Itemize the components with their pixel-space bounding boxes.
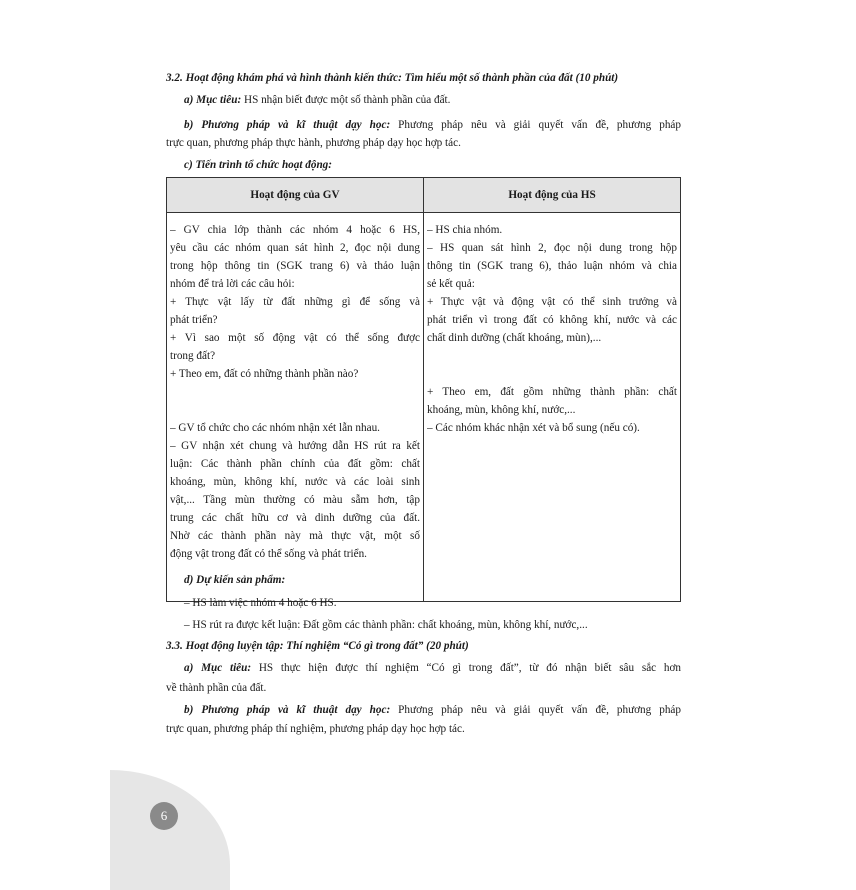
- gv-line: trung các chất hữu cơ và dinh dưỡng của đất.: [170, 512, 420, 524]
- section-32-methods: [184, 116, 681, 134]
- gv-line-blank: [170, 383, 420, 401]
- section-33-objective-cont: về thành phần của đất.: [166, 682, 267, 694]
- section-33-objective: [184, 659, 681, 677]
- gv-line: phát triển?: [170, 314, 218, 326]
- hs-line: chất dinh dưỡng (chất khoáng, mùn),...: [427, 332, 602, 344]
- section-32-objective: [184, 91, 450, 109]
- activity-table: [166, 177, 681, 602]
- hs-line: – Các nhóm khác nhận xét và bổ sung (nếu có).: [427, 422, 640, 434]
- header-hs: Hoạt động của HS: [424, 178, 681, 213]
- hs-line: – HS quan sát hình 2, đọc nội dung trong hộp: [427, 242, 677, 254]
- hs-line: sẻ kết quả:: [427, 278, 475, 290]
- gv-spacer: [170, 401, 420, 419]
- gv-line: – GV nhận xét chung và hướng dẫn HS rút ra kết: [170, 440, 420, 452]
- gv-cell: [167, 213, 424, 602]
- hs-line: + Thực vật và động vật có thể sinh trưởng và: [427, 296, 677, 308]
- section-33-methods: [184, 701, 681, 719]
- objective-text: HS nhận biết được một số thành phần của đất.: [241, 94, 451, 106]
- gv-line: vật,... Tầng mùn thường có màu sẫm hơn, tập: [170, 494, 420, 506]
- hs-line: – HS chia nhóm.: [427, 224, 503, 236]
- gv-line: trong đất?: [170, 350, 216, 362]
- objective-text-1: HS thực hiện được thí nghiệm “Có gì trong đất”, từ đó nhận biết sâu sắc hơn: [251, 662, 681, 674]
- gv-line: + Thực vật lấy từ đất những gì để sống và: [170, 296, 420, 308]
- gv-line: – GV tổ chức cho các nhóm nhận xét lẫn nhau.: [170, 422, 380, 434]
- expected-product-item: – HS làm việc nhóm 4 hoặc 6 HS.: [184, 597, 337, 609]
- header-gv: Hoạt động của GV: [167, 178, 424, 213]
- section-32-methods-cont: trực quan, phương pháp thực hành, phương pháp dạy học hợp tác.: [166, 137, 461, 149]
- table-header-row: [167, 178, 681, 213]
- gv-line: yêu cầu các nhóm quan sát hình 2, đọc nội dung: [170, 242, 420, 254]
- methods-text-1: Phương pháp nêu và giải quyết vấn đề, phương pháp: [390, 704, 681, 716]
- hs-line: thông tin (SGK trang 6), thảo luận nhóm và chia: [427, 260, 677, 272]
- gv-line: luận: Các thành phần chính của đất gồm: chất: [170, 458, 420, 470]
- section-32-heading: 3.2. Hoạt động khám phá và hình thành kiến thức: Tìm hiểu một số thành phần của đất (10 phút): [166, 72, 619, 84]
- hs-line: phát triển vì trong đất có không khí, nước và các: [427, 314, 677, 326]
- page-corner-decoration: [110, 770, 230, 890]
- gv-line: động vật trong đất có thể sống và phát triển.: [170, 548, 367, 560]
- methods-text-1: Phương pháp nêu và giải quyết vấn đề, phương pháp: [390, 119, 681, 131]
- gv-line: trong hộp thông tin (SGK trang 6) và thảo luận: [170, 260, 420, 272]
- methods-label: b) Phương pháp và kĩ thuật dạy học:: [184, 119, 391, 131]
- expected-products-label: d) Dự kiến sản phẩm:: [184, 574, 286, 586]
- section-32-process-label: c) Tiến trình tổ chức hoạt động:: [184, 159, 333, 171]
- methods-label: b) Phương pháp và kĩ thuật dạy học:: [184, 704, 391, 716]
- gv-line: + Theo em, đất có những thành phần nào?: [170, 368, 359, 380]
- gv-line: + Vì sao một số động vật có thể sống được: [170, 332, 420, 344]
- hs-line-blank: [427, 347, 677, 365]
- hs-cell: [424, 213, 681, 602]
- hs-line: + Theo em, đất gồm những thành phần: chất: [427, 386, 677, 398]
- hs-spacer: [427, 365, 677, 383]
- hs-line: khoáng, mùn, không khí, nước,...: [427, 404, 576, 416]
- expected-product-item: – HS rút ra được kết luận: Đất gồm các thành phần: chất khoáng, mùn, không khí, nước,...: [184, 619, 588, 631]
- gv-line: – GV chia lớp thành các nhóm 4 hoặc 6 HS,: [170, 224, 420, 236]
- section-33-methods-cont: trực quan, phương pháp thí nghiệm, phương pháp dạy học hợp tác.: [166, 723, 465, 735]
- section-33-heading: 3.3. Hoạt động luyện tập: Thí nghiệm “Có gì trong đất” (20 phút): [166, 640, 469, 652]
- objective-label: a) Mục tiêu:: [184, 94, 242, 106]
- page-number: 6: [150, 802, 178, 830]
- objective-label: a) Mục tiêu:: [184, 662, 252, 674]
- table-body-row: [167, 213, 681, 602]
- gv-line: Nhờ các thành phần này mà thực vật, một số: [170, 530, 420, 542]
- gv-line: nhóm để trả lời các câu hỏi:: [170, 278, 295, 290]
- gv-line: khoáng, mùn, không khí, nước và các loài sinh: [170, 476, 420, 488]
